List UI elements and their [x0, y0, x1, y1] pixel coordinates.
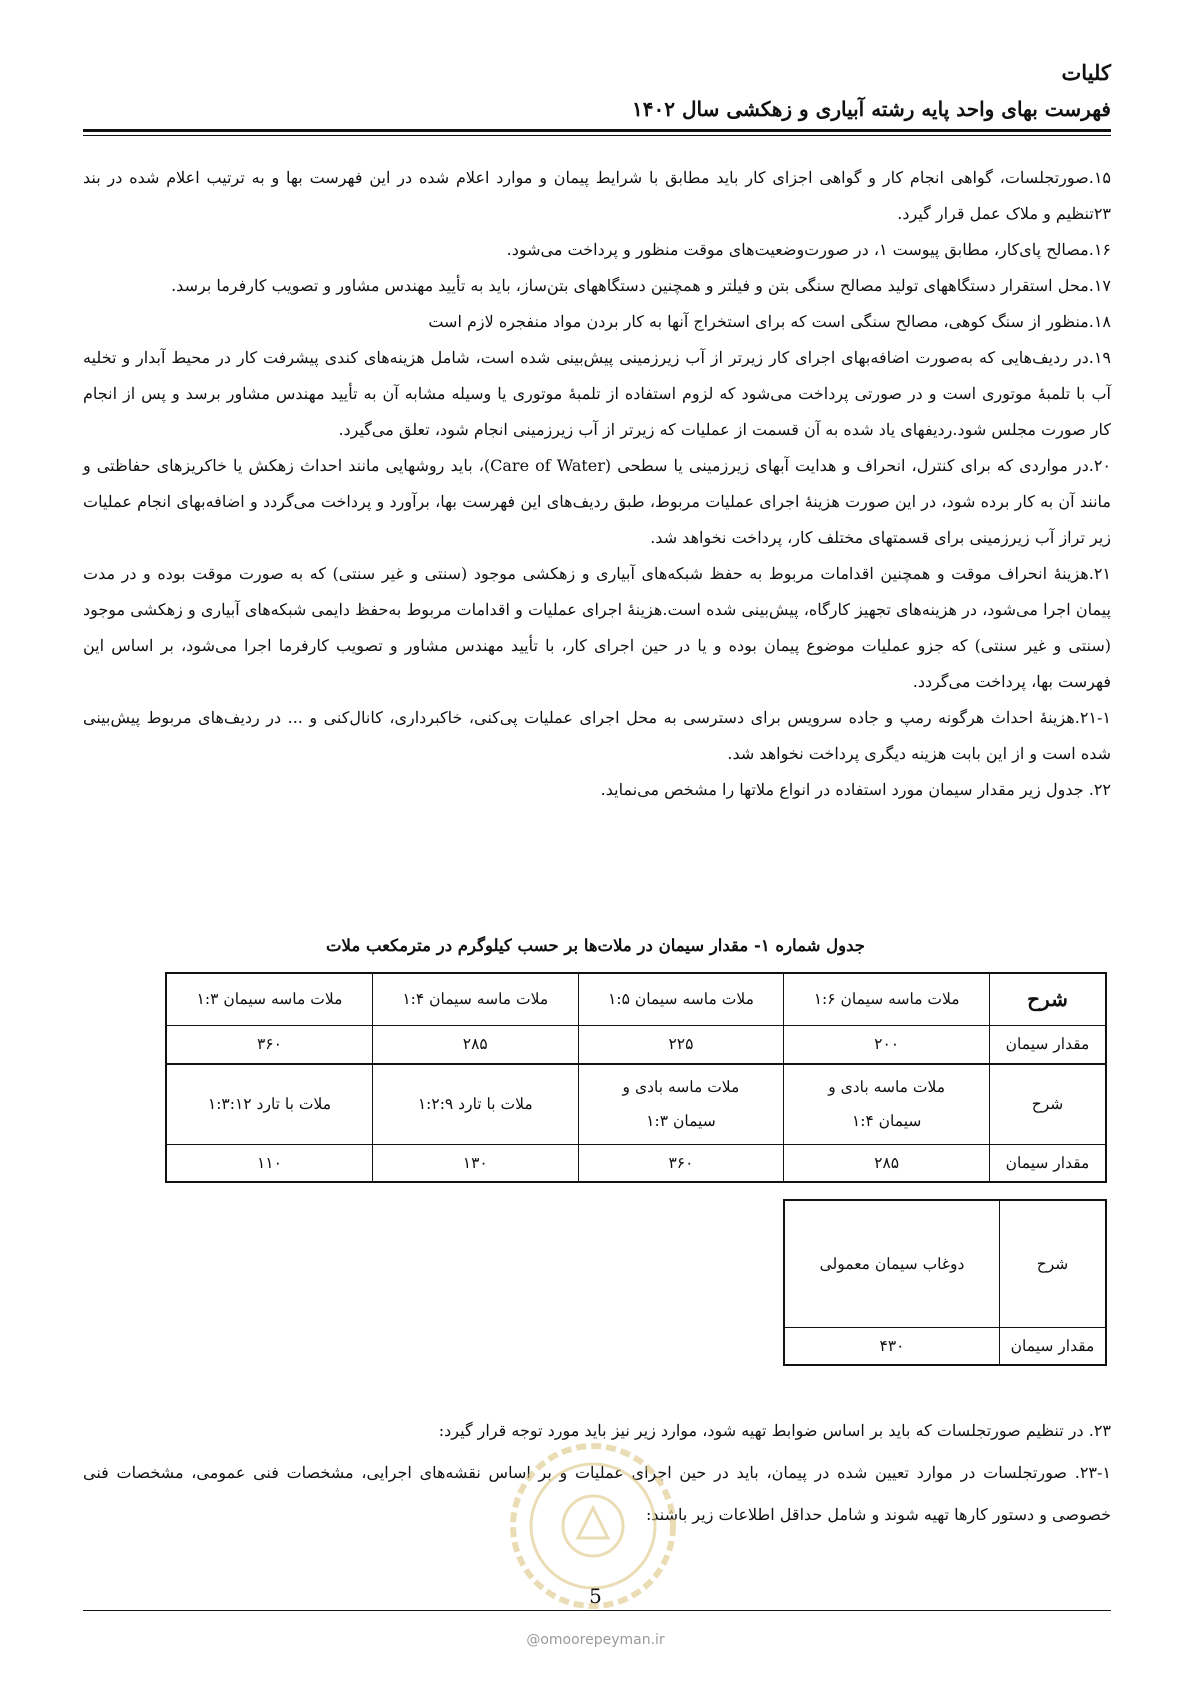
- paragraph-20: ۲۰.در مواردی که برای کنترل، انحراف و هدایت آبهای زیرزمینی یا سطحی (Care of Water)، باید روشهایی مانند احداث زهکش یا خاکریزهای حفاظتی و مانند آن به کار برده شود، در این صورت هزینهٔ اجرای عملیات مربوط، طبق ردیف‌های این فهرست بها، برآورد و پرداخت می‌گردد و اضافه‌بهای انجام عملیات زیر تراز آب زیرزمینی برای قسمتهای مختلف کار، پرداخت نخواهد شد.: [83, 456, 1112, 547]
- table-cell: ملات ماسه سیمان ۱:۳: [166, 973, 372, 1025]
- table-cell: ۱۱۰: [166, 1144, 372, 1182]
- table-cell: ۲۸۵: [372, 1025, 578, 1064]
- table-row: [166, 1144, 1106, 1182]
- paragraph-21: ۲۱.هزینهٔ انحراف موقت و همچنین اقدامات مربوط به حفظ شبکه‌های آبیاری و زهکشی موجود (سنتی و غیر سنتی) که به صورت موقت بوده و در مدت پیمان اجرا می‌شود، در هزینه‌های تجهیز کارگاه، پیش‌بینی شده است.هزینهٔ اجرای عملیات و اقدامات مربوط به‌حفظ دایمی شبکه‌های آبیاری و زهکشی موجود (سنتی و غیر سنتی) که جزو عملیات موضوع پیمان بوده و یا در حین اجرای کار، با تأیید مهندس مشاور و تصویب کارفرما اجرا می‌شود، بر اساس این فهرست بها، پرداخت می‌گردد.: [83, 564, 1111, 691]
- table-cell: ملات ماسه سیمان ۱:۴: [372, 973, 578, 1025]
- table-row: [166, 1064, 1106, 1144]
- cell-line: سیمان ۱:۴: [851, 1112, 922, 1131]
- table-cell: ۳۶۰: [578, 1144, 784, 1182]
- table-cell: ملات با تارد ۱:۲:۹: [372, 1064, 578, 1144]
- footer-rule: [83, 1610, 1111, 1611]
- table-cell: ملات ماسه سیمان ۱:۵: [578, 973, 784, 1025]
- section-title: کلیات: [1061, 60, 1111, 85]
- paragraph-18: ۱۸.منظور از سنگ کوهی، مصالح سنگی است که برای استخراج آنها به کار بردن مواد منفجره لازم است: [428, 312, 1111, 331]
- table-cell: ملات با تارد ۱:۳:۱۲: [166, 1064, 372, 1144]
- table-cell: ۲۰۰: [784, 1025, 990, 1064]
- cement-table: [165, 972, 1107, 1183]
- document-title: فهرست بهای واحد پایه رشته آبیاری و زهکشی سال ۱۴۰۲: [632, 97, 1111, 121]
- website-link[interactable]: @omoorepeyman.ir: [526, 1632, 665, 1648]
- cell-line: ملات ماسه بادی و: [622, 1078, 740, 1097]
- page-number: 5: [589, 1584, 602, 1608]
- cell-line: سیمان ۱:۳: [646, 1112, 716, 1131]
- table-cell: ملات ماسه سیمان ۱:۶: [784, 973, 990, 1025]
- paragraph-23-1: ۲۳-۱. صورتجلسات در موارد تعیین شده در پیمان، باید در حین اجرای عملیات و بر اساس نقشه‌های اجرایی، مشخصات فنی عمومی، مشخصات فنی خصوصی و دستور کارها تهیه شوند و شامل حداقل اطلاعات زیر باشند:: [83, 1463, 1111, 1524]
- table-cell: [784, 1064, 990, 1144]
- paragraph-21-1: ۲۱-۱.هزینهٔ احداث هرگونه رمپ و جاده سرویس برای دسترسی به محل اجرای عملیات پی‌کنی، خاکبرداری، کانال‌کنی و ... در ردیف‌های مربوط پیش‌بینی شده است و از این بابت هزینه دیگری پرداخت نخواهد شد.: [83, 708, 1111, 763]
- table-row: [784, 1327, 1106, 1365]
- table-caption: جدول شماره ۱- مقدار سیمان در ملات‌ها بر حسب کیلوگرم در مترمکعب ملات: [325, 936, 865, 955]
- paragraph-22: ۲۲. جدول زیر مقدار سیمان مورد استفاده در انواع ملاتها را مشخص می‌نماید.: [600, 780, 1111, 799]
- paragraph-23: ۲۳. در تنظیم صورتجلسات که باید بر اساس ضوابط تهیه شود، موارد زیر نیز باید مورد توجه قرار گیرد:: [438, 1421, 1111, 1440]
- row-label: مقدار سیمان: [990, 1144, 1107, 1182]
- cell-line: ملات ماسه بادی و: [828, 1078, 946, 1097]
- table-cell: ۲۸۵: [784, 1144, 990, 1182]
- row-label: مقدار سیمان: [1000, 1327, 1107, 1365]
- paragraph-17: ۱۷.محل استقرار دستگاههای تولید مصالح سنگی بتن و فیلتر و همچنین دستگاههای بتن‌ساز، باید به تأیید مهندس مشاور و تصویب کارفرما برسد.: [171, 276, 1111, 295]
- row-label: مقدار سیمان: [990, 1025, 1107, 1064]
- header-rule-thin: [83, 135, 1111, 136]
- body-text: [83, 160, 1111, 808]
- header-rule-thick: [83, 129, 1111, 132]
- table-header-label: شرح: [990, 973, 1107, 1025]
- table-cell: ۱۳۰: [372, 1144, 578, 1182]
- paragraph-15: ۱۵.صورتجلسات، گواهی انجام کار و گواهی اجزای کار باید مطابق با شرایط پیمان و موارد اعلام شده در این فهرست بها و به ترتیب اعلام شده در بند ۲۳تنظیم و ملاک عمل قرار گیرد.: [83, 168, 1111, 223]
- table-row: [166, 973, 1106, 1025]
- paragraph-19: ۱۹.در ردیف‌هایی که به‌صورت اضافه‌بهای اجرای کار زیرتر از آب زیرزمینی پیش‌بینی شده است، شامل هزینه‌های کندی پیشرفت کار در محیط آبدار و تخلیه آب با تلمبهٔ موتوری است و در صورتی پرداخت می‌شود که لزوم استفاده از تلمبهٔ موتوری یا وسیله مشابه آن به تأیید مهندس مشاور برسد و پس از انجام کار صورت مجلس شود.ردیفهای یاد شده به آن قسمت از عملیات که زیرتر از آب زیرزمینی انجام شود، تعلق می‌گیرد.: [83, 348, 1111, 439]
- paragraph-16: ۱۶.مصالح پای‌کار، مطابق پیوست ۱، در صورت‌وضعیت‌های موقت منظور و پرداخت می‌شود.: [506, 240, 1111, 259]
- row-label: شرح: [1000, 1200, 1107, 1327]
- table-row: [166, 1025, 1106, 1064]
- table-cell: ۳۶۰: [166, 1025, 372, 1064]
- table-cell: ۲۲۵: [578, 1025, 784, 1064]
- cement-table-grout: [783, 1199, 1107, 1366]
- table-cell: دوغاب سیمان معمولی: [784, 1200, 1000, 1327]
- table-cell: [578, 1064, 784, 1144]
- table-cell: ۴۳۰: [784, 1327, 1000, 1365]
- table-row: [784, 1200, 1106, 1327]
- row-label: شرح: [990, 1064, 1107, 1144]
